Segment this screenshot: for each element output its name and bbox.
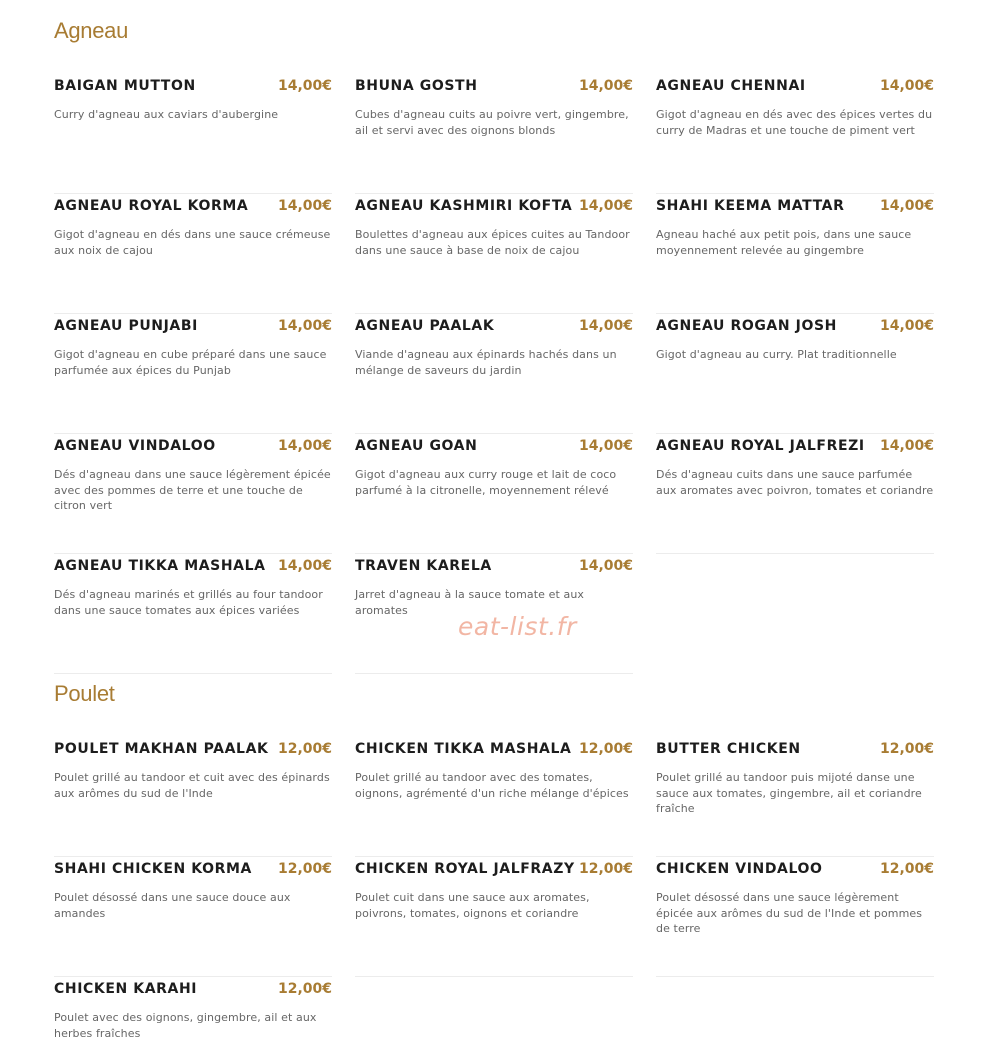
dish-name: AGNEAU ROYAL KORMA (54, 198, 249, 214)
dish-description: Poulet grillé au tandoor avec des tomates, oignons, agrémenté d'un riche mélange d'épices (355, 771, 629, 800)
dish-description: Poulet désossé dans une sauce légèrement épicée aux arômes du sud de l'Inde et pommes de terre (656, 891, 923, 935)
dish-description: Gigot d'agneau en dés dans une sauce crémeuse aux noix de cajou (54, 228, 331, 257)
dish-price: 12,00€ (879, 741, 934, 757)
menu-item (54, 737, 332, 857)
dish-description: Boulettes d'agneau aux épices cuites au Tandoor dans une sauce à base de noix de cajou (355, 228, 630, 257)
dish-description: Viande d'agneau aux épinards hachés dans un mélange de saveurs du jardin (355, 348, 617, 377)
menu-item (54, 857, 332, 977)
dish-price: 14,00€ (578, 78, 633, 94)
dish-price: 12,00€ (879, 861, 934, 877)
dish-description: Dés d'agneau marinés et grillés au four tandoor dans une sauce tomates aux épices variées (54, 588, 323, 617)
section-title-agneau: Agneau (54, 18, 129, 43)
dish-description: Gigot d'agneau en cube préparé dans une sauce parfumée aux épices du Punjab (54, 348, 327, 377)
section-title-poulet: Poulet (54, 681, 115, 706)
dish-description: Poulet avec des oignons, gingembre, ail et aux herbes fraîches (54, 1011, 317, 1040)
dish-price: 14,00€ (879, 318, 934, 334)
dish-description: Dés d'agneau cuits dans une sauce parfumée aux aromates avec poivron, tomates et coriandre (656, 468, 934, 497)
dish-price: 12,00€ (578, 861, 633, 877)
menu-item (355, 74, 633, 194)
dish-price: 14,00€ (277, 558, 332, 574)
menu-item (656, 737, 934, 857)
dish-name: BUTTER CHICKEN (656, 741, 801, 757)
dish-description: Poulet grillé au tandoor et cuit avec des épinards aux arômes du sud de l'Inde (54, 771, 330, 800)
dish-price: 14,00€ (277, 318, 332, 334)
dish-description: Curry d'agneau aux caviars d'aubergine (54, 108, 279, 121)
menu-item (656, 314, 934, 434)
dish-name: AGNEAU ROGAN JOSH (656, 318, 837, 334)
menu-item (656, 74, 934, 194)
dish-name: SHAHI CHICKEN KORMA (54, 861, 252, 877)
menu-item (656, 857, 934, 977)
dish-price: 14,00€ (277, 78, 332, 94)
dish-price: 14,00€ (578, 198, 633, 214)
dish-price: 14,00€ (578, 558, 633, 574)
dish-price: 14,00€ (277, 198, 332, 214)
dish-price: 12,00€ (578, 741, 633, 757)
dish-price: 14,00€ (879, 438, 934, 454)
dish-name: CHICKEN TIKKA MASHALA (355, 741, 572, 757)
dish-price: 14,00€ (578, 318, 633, 334)
dish-name: CHICKEN KARAHI (54, 981, 198, 997)
menu-item (656, 194, 934, 314)
dish-name: AGNEAU VINDALOO (54, 438, 216, 454)
dish-description: Gigot d'agneau en dés avec des épices vertes du curry de Madras et une touche de piment vert (656, 108, 933, 137)
menu-item (355, 434, 633, 554)
dish-price: 12,00€ (277, 981, 332, 997)
menu-item (54, 194, 332, 314)
dish-price: 14,00€ (879, 198, 934, 214)
dish-name: POULET MAKHAN PAALAK (54, 741, 269, 757)
dish-name: CHICKEN ROYAL JALFRAZY (355, 861, 575, 877)
dish-name: BAIGAN MUTTON (54, 78, 196, 94)
dish-price: 12,00€ (277, 741, 332, 757)
dish-name: BHUNA GOSTH (355, 78, 478, 94)
watermark-text: eat-list.fr (458, 612, 577, 641)
menu-item (355, 314, 633, 434)
menu-item (54, 74, 332, 194)
dish-description: Gigot d'agneau au curry. Plat traditionnelle (656, 348, 897, 361)
dish-description: Poulet cuit dans une sauce aux aromates, poivrons, tomates, oignons et coriandre (355, 891, 590, 920)
dish-description: Jarret d'agneau à la sauce tomate et aux aromates (355, 588, 585, 617)
dish-name: AGNEAU PAALAK (355, 318, 495, 334)
dish-name: AGNEAU ROYAL JALFREZI (656, 438, 865, 454)
dish-name: AGNEAU TIKKA MASHALA (54, 558, 266, 574)
dish-price: 14,00€ (578, 438, 633, 454)
menu-item (54, 977, 332, 1056)
dish-name: SHAHI KEEMA MATTAR (656, 198, 845, 214)
dish-description: Poulet désossé dans une sauce douce aux amandes (54, 891, 291, 920)
dish-description: Poulet grillé au tandoor puis mijoté danse une sauce aux tomates, gingembre, ail et coriandre fraîche (656, 771, 922, 815)
dish-name: AGNEAU CHENNAI (656, 78, 806, 94)
dish-price: 14,00€ (879, 78, 934, 94)
dish-description: Cubes d'agneau cuits au poivre vert, gingembre, ail et servi avec des oignons blonds (355, 108, 629, 137)
menu-item (355, 737, 633, 857)
menu-item (355, 194, 633, 314)
menu-grid-poulet (54, 737, 936, 1056)
dish-price: 14,00€ (277, 438, 332, 454)
menu-item (355, 857, 633, 977)
dish-name: AGNEAU GOAN (355, 438, 478, 454)
dish-description: Agneau haché aux petit pois, dans une sauce moyennement relevée au gingembre (656, 228, 912, 257)
dish-name: AGNEAU KASHMIRI KOFTA (355, 198, 573, 214)
menu-grid-agneau (54, 74, 936, 674)
dish-price: 12,00€ (277, 861, 332, 877)
menu-item (656, 434, 934, 554)
menu-item (54, 554, 332, 674)
menu-item (54, 434, 332, 554)
dish-name: CHICKEN VINDALOO (656, 861, 823, 877)
menu-item (54, 314, 332, 434)
dish-name: TRAVEN KARELA (355, 558, 492, 574)
dish-description: Dés d'agneau dans une sauce légèrement épicée avec des pommes de terre et une touche de citron vert (54, 468, 331, 512)
dish-description: Gigot d'agneau aux curry rouge et lait de coco parfumé à la citronelle, moyennement rélevé (355, 468, 617, 497)
dish-name: AGNEAU PUNJABI (54, 318, 198, 334)
